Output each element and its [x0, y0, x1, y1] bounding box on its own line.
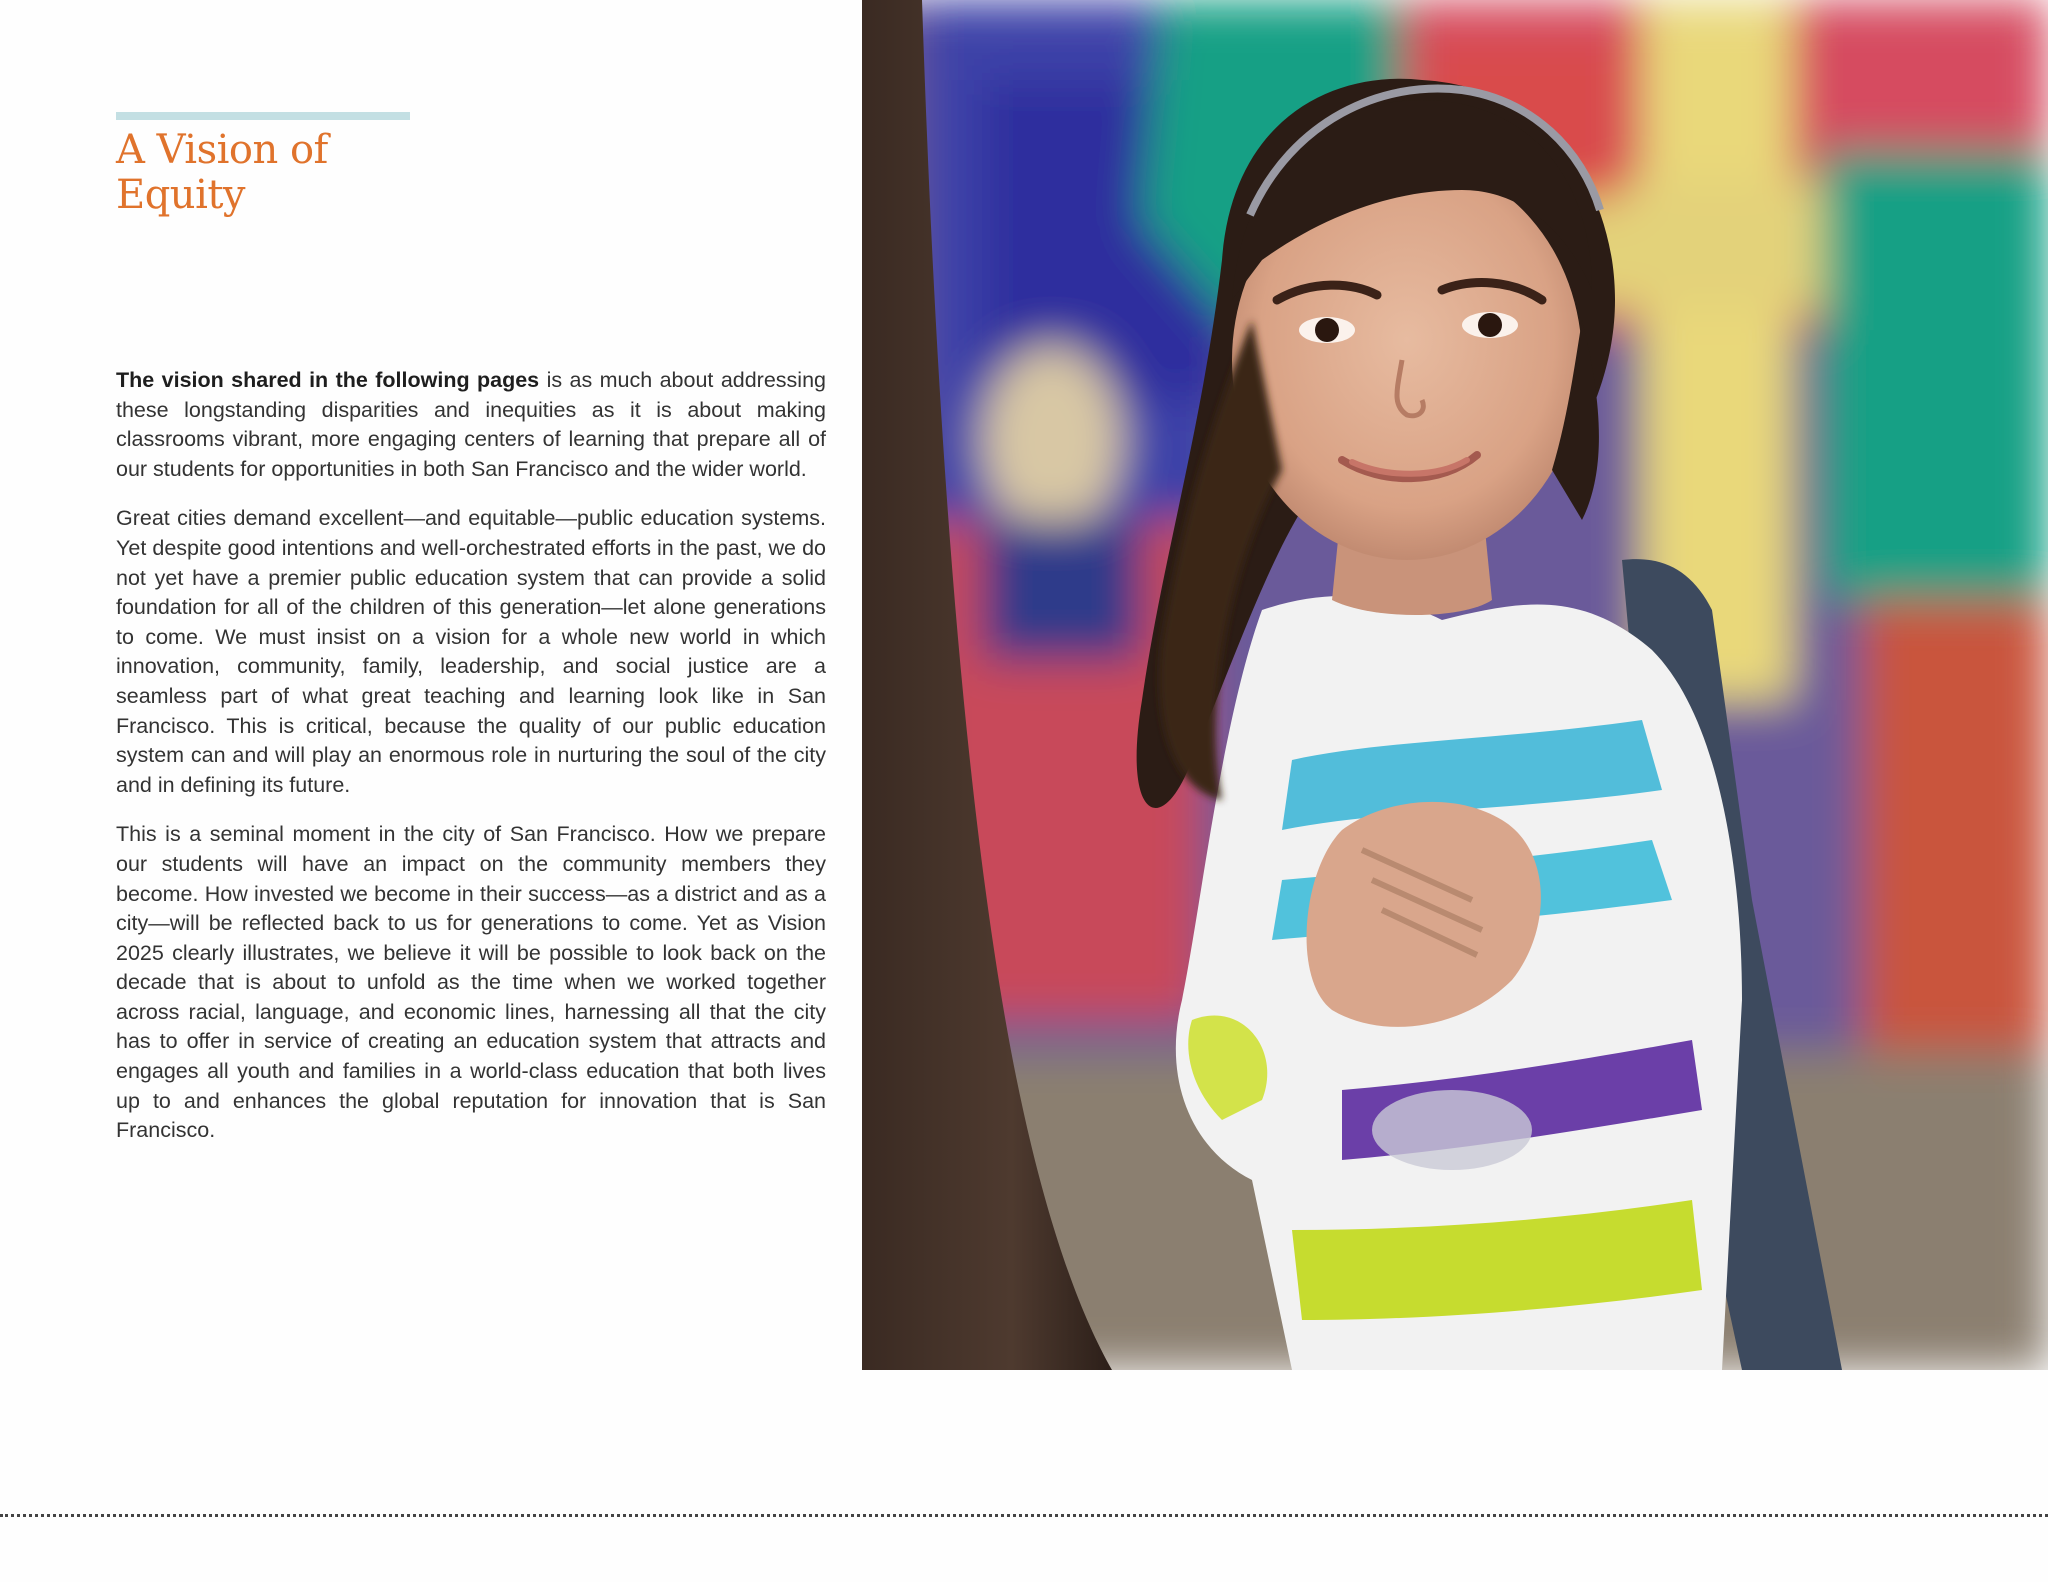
paragraph-3: This is a seminal moment in the city of San Francisco. How we prepare our students will have an impact on the community members they become. How invested we become in their success—as a district and as a city—will be reflected back to us for generations to come. Yet as Vision 2025 clearly illustrates, we believe it will be possible to look back on the decade that is about to unfold as the time when we worked together across racial, language, and economic lines, harnessing all that the city has to offer in service of creating an education system that attracts and engages all youth and families in a world-class education that both lives up to and enhances the global reputation for innovation that is San Francisco. [116, 822, 826, 1143]
page-title-line-2: Equity [116, 172, 246, 218]
photo-girl-with-backpack [862, 0, 2048, 1370]
page-title-line-1: A Vision of [116, 127, 328, 173]
body-text [116, 366, 826, 1166]
footer-dotted-rule [0, 1514, 2048, 1517]
heading-accent-rule [116, 112, 410, 120]
paragraph-1-text: is as much about addressing these longstanding disparities and inequities as it is about making classrooms vibrant, more engaging centers of learning that prepare all of our students for opportunities in both San Francisco and the wider world. [116, 368, 826, 481]
paragraph-1 [116, 366, 826, 484]
page-title [116, 128, 516, 218]
paragraph-2: Great cities demand excellent—and equitable—public education systems. Yet despite good intentions and well-orchestrated efforts in the past, we do not yet have a premier public education system that can provide a solid foundation for all of the children of this generation—let alone generations to come. We must insist on a vision for a whole new world in which innovation, community, family, leadership, and social justice are a seamless part of what great teaching and learning look like in San Francisco. This is critical, because the quality of our public education system can and will play an enormous role in nurturing the soul of the city and in defining its future. [116, 506, 826, 797]
paragraph-1-lead: The vision shared in the following pages [116, 368, 540, 392]
